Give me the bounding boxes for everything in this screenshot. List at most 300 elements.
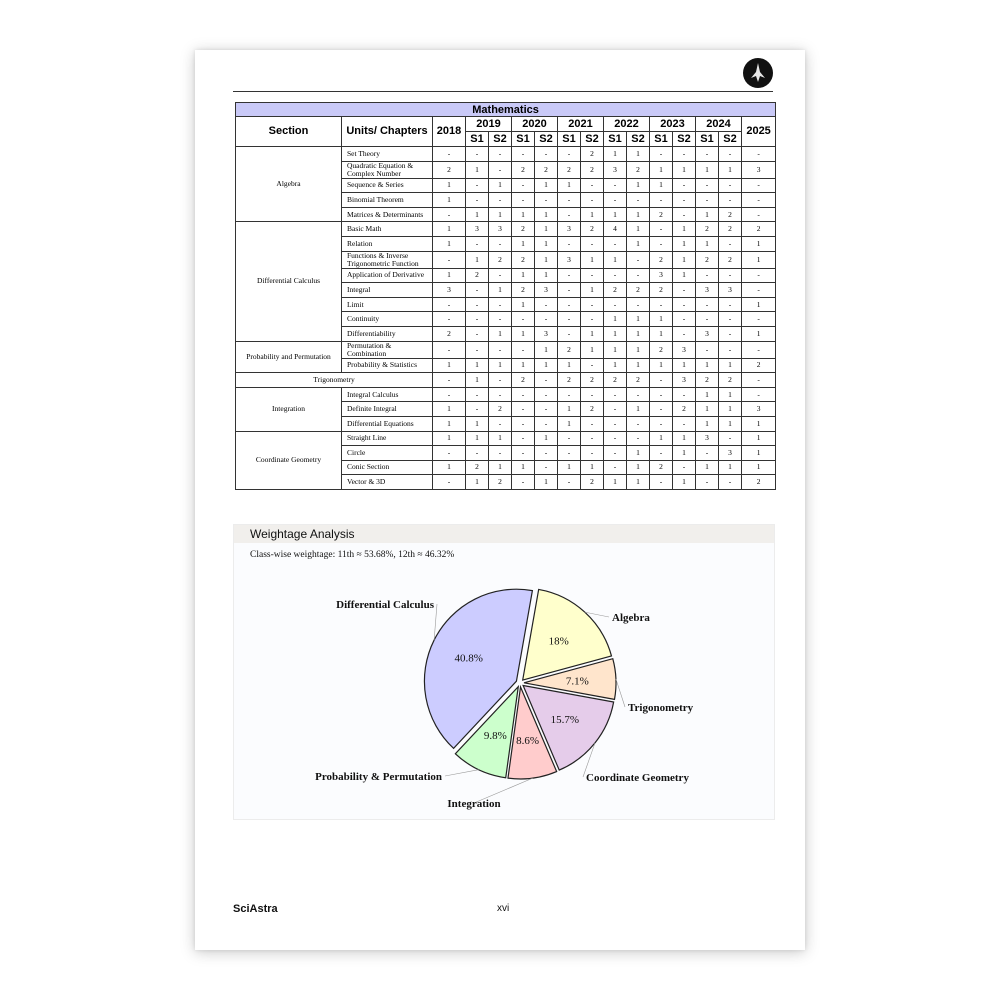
value-cell: - [433, 373, 466, 388]
header-year: 2019 [466, 117, 512, 132]
value-cell: 1 [535, 251, 558, 268]
value-cell: - [742, 193, 776, 208]
value-cell: 2 [719, 222, 742, 237]
value-cell: 1 [627, 460, 650, 475]
value-cell: - [696, 446, 719, 461]
value-cell: 1 [627, 222, 650, 237]
value-cell: 1 [627, 446, 650, 461]
unit-cell: Vector & 3D [342, 475, 433, 490]
value-cell: 1 [466, 161, 489, 178]
value-cell: - [558, 193, 581, 208]
value-cell: 1 [489, 460, 512, 475]
value-cell: 2 [742, 222, 776, 237]
value-cell: - [719, 312, 742, 327]
value-cell: - [650, 236, 673, 251]
value-cell: - [558, 312, 581, 327]
header-rule [233, 91, 773, 92]
value-cell: 1 [512, 460, 535, 475]
value-cell: - [433, 475, 466, 490]
header-session: S2 [719, 132, 742, 147]
value-cell: 1 [696, 402, 719, 417]
header-session: S2 [627, 132, 650, 147]
value-cell: - [627, 193, 650, 208]
value-cell: 2 [581, 161, 604, 178]
value-cell: 1 [433, 358, 466, 373]
value-cell: 2 [466, 460, 489, 475]
value-cell: - [535, 297, 558, 312]
value-cell: 1 [512, 326, 535, 341]
value-cell: 1 [489, 431, 512, 446]
weightage-analysis-panel [233, 524, 775, 820]
value-cell: - [489, 236, 512, 251]
header-session: S1 [650, 132, 673, 147]
value-cell: - [650, 402, 673, 417]
value-cell: 1 [696, 460, 719, 475]
value-cell: - [650, 475, 673, 490]
value-cell: 2 [696, 251, 719, 268]
value-cell: 1 [742, 297, 776, 312]
value-cell: - [627, 416, 650, 431]
value-cell: - [558, 283, 581, 298]
value-cell: 2 [627, 161, 650, 178]
value-cell: 2 [489, 475, 512, 490]
value-cell: 1 [466, 416, 489, 431]
value-cell: 3 [742, 402, 776, 417]
value-cell: 1 [719, 402, 742, 417]
value-cell: - [558, 475, 581, 490]
weightage-pie-chart [234, 565, 774, 819]
header-year: 2022 [604, 117, 650, 132]
value-cell: 1 [673, 446, 696, 461]
value-cell: - [650, 147, 673, 162]
value-cell: - [627, 387, 650, 402]
value-cell: 1 [742, 460, 776, 475]
value-cell: - [673, 193, 696, 208]
value-cell: - [627, 431, 650, 446]
value-cell: 1 [604, 251, 627, 268]
value-cell: 1 [696, 207, 719, 222]
value-cell: - [489, 312, 512, 327]
value-cell: - [466, 326, 489, 341]
value-cell: 2 [512, 373, 535, 388]
value-cell: - [673, 207, 696, 222]
value-cell: 2 [673, 402, 696, 417]
value-cell: 3 [696, 283, 719, 298]
value-cell: - [604, 402, 627, 417]
pie-percent-label: 7.1% [565, 675, 589, 688]
value-cell: 1 [512, 297, 535, 312]
value-cell: 2 [433, 326, 466, 341]
value-cell: - [433, 446, 466, 461]
table-title: Mathematics [236, 103, 776, 117]
value-cell: - [650, 416, 673, 431]
pie-category-label: Probability & Permutation [315, 771, 442, 783]
header-session: S1 [604, 132, 627, 147]
value-cell: - [558, 297, 581, 312]
mathematics-table-wrapper [235, 102, 774, 490]
value-cell: 1 [466, 358, 489, 373]
value-cell: 1 [650, 358, 673, 373]
value-cell: 1 [627, 358, 650, 373]
value-cell: 2 [558, 373, 581, 388]
pie-percent-label: 9.8% [483, 729, 507, 742]
value-cell: - [696, 312, 719, 327]
pie-category-label: Trigonometry [628, 702, 694, 714]
pie-category-label: Differential Calculus [336, 599, 434, 611]
table-row [236, 341, 776, 358]
pie-category-label: Algebra [612, 612, 650, 624]
value-cell: 3 [696, 431, 719, 446]
value-cell: - [489, 446, 512, 461]
value-cell: - [719, 475, 742, 490]
value-cell: - [535, 373, 558, 388]
value-cell: 1 [535, 236, 558, 251]
value-cell: 1 [512, 207, 535, 222]
unit-cell: Limit [342, 297, 433, 312]
value-cell: - [535, 460, 558, 475]
value-cell: 2 [535, 161, 558, 178]
value-cell: - [719, 193, 742, 208]
table-row [236, 373, 776, 388]
header-session: S1 [558, 132, 581, 147]
value-cell: 1 [558, 178, 581, 193]
value-cell: 1 [489, 326, 512, 341]
value-cell: 1 [627, 312, 650, 327]
unit-cell: Probability & Statistics [342, 358, 433, 373]
value-cell: - [512, 402, 535, 417]
value-cell: - [466, 341, 489, 358]
header-session: S2 [489, 132, 512, 147]
header-year: 2021 [558, 117, 604, 132]
value-cell: 1 [604, 147, 627, 162]
value-cell: - [558, 268, 581, 283]
header-session: S2 [581, 132, 604, 147]
section-cell: Trigonometry [236, 373, 433, 388]
value-cell: - [673, 147, 696, 162]
value-cell: 4 [604, 222, 627, 237]
value-cell: - [650, 387, 673, 402]
value-cell: 2 [512, 283, 535, 298]
value-cell: - [650, 446, 673, 461]
value-cell: 1 [627, 402, 650, 417]
value-cell: - [719, 431, 742, 446]
unit-cell: Differentiability [342, 326, 433, 341]
value-cell: - [466, 236, 489, 251]
value-cell: 1 [696, 236, 719, 251]
value-cell: 1 [627, 207, 650, 222]
footer-brand: SciAstra [233, 903, 278, 915]
value-cell: 2 [512, 222, 535, 237]
value-cell: - [535, 387, 558, 402]
pie-percent-label: 40.8% [454, 652, 483, 665]
value-cell: 2 [627, 283, 650, 298]
value-cell: - [581, 416, 604, 431]
value-cell: 2 [696, 373, 719, 388]
section-cell: Probability and Permutation [236, 341, 342, 373]
value-cell: - [581, 431, 604, 446]
value-cell: 1 [433, 460, 466, 475]
value-cell: 1 [719, 358, 742, 373]
value-cell: 1 [433, 178, 466, 193]
value-cell: 1 [433, 193, 466, 208]
value-cell: 2 [650, 251, 673, 268]
value-cell: 1 [673, 358, 696, 373]
unit-cell: Binomial Theorem [342, 193, 433, 208]
value-cell: - [742, 283, 776, 298]
value-cell: 3 [489, 222, 512, 237]
value-cell: - [719, 268, 742, 283]
value-cell: 2 [581, 402, 604, 417]
value-cell: 1 [604, 475, 627, 490]
value-cell: - [696, 147, 719, 162]
value-cell: 3 [433, 283, 466, 298]
value-cell: - [650, 193, 673, 208]
value-cell: 3 [650, 268, 673, 283]
value-cell: 1 [742, 446, 776, 461]
value-cell: - [696, 268, 719, 283]
value-cell: 1 [627, 178, 650, 193]
value-cell: 1 [696, 387, 719, 402]
value-cell: - [489, 373, 512, 388]
value-cell: 3 [558, 222, 581, 237]
value-cell: - [535, 147, 558, 162]
unit-cell: Matrices & Determinants [342, 207, 433, 222]
value-cell: 1 [433, 268, 466, 283]
value-cell: - [489, 297, 512, 312]
pie-percent-label: 15.7% [550, 713, 580, 726]
value-cell: - [466, 446, 489, 461]
value-cell: - [650, 222, 673, 237]
value-cell: 1 [673, 222, 696, 237]
value-cell: - [742, 387, 776, 402]
pie-category-label: Coordinate Geometry [586, 772, 689, 784]
value-cell: - [719, 178, 742, 193]
value-cell: 1 [535, 268, 558, 283]
value-cell: 1 [719, 460, 742, 475]
value-cell: - [466, 193, 489, 208]
value-cell: 2 [581, 373, 604, 388]
value-cell: 1 [696, 416, 719, 431]
value-cell: - [433, 297, 466, 312]
unit-cell: Definite Integral [342, 402, 433, 417]
section-cell: Algebra [236, 147, 342, 222]
header-year-2025: 2025 [742, 117, 776, 147]
header-session: S1 [696, 132, 719, 147]
value-cell: 2 [650, 341, 673, 358]
value-cell: - [512, 312, 535, 327]
value-cell: - [719, 341, 742, 358]
value-cell: 3 [719, 283, 742, 298]
pie-category-label: Integration [447, 798, 501, 810]
value-cell: - [535, 416, 558, 431]
value-cell: 3 [719, 446, 742, 461]
sciastra-logo [743, 58, 773, 88]
value-cell: - [604, 236, 627, 251]
value-cell: 1 [627, 341, 650, 358]
value-cell: 3 [742, 161, 776, 178]
value-cell: 2 [604, 283, 627, 298]
value-cell: 1 [627, 326, 650, 341]
value-cell: 2 [558, 161, 581, 178]
value-cell: - [466, 283, 489, 298]
unit-cell: Set Theory [342, 147, 433, 162]
value-cell: - [433, 312, 466, 327]
value-cell: 2 [650, 283, 673, 298]
value-cell: 1 [673, 161, 696, 178]
class-weightage-note: Class-wise weightage: 11th ≈ 53.68%, 12th ≈ 46.32% [250, 550, 455, 560]
value-cell: 1 [719, 416, 742, 431]
value-cell: - [466, 147, 489, 162]
value-cell: 1 [742, 416, 776, 431]
value-cell: - [742, 147, 776, 162]
value-cell: 1 [673, 236, 696, 251]
value-cell: - [489, 387, 512, 402]
value-cell: 1 [627, 475, 650, 490]
header-session: S1 [466, 132, 489, 147]
value-cell: 2 [581, 147, 604, 162]
value-cell: 2 [489, 251, 512, 268]
value-cell: - [581, 312, 604, 327]
value-cell: - [696, 297, 719, 312]
value-cell: - [581, 358, 604, 373]
value-cell: - [581, 387, 604, 402]
unit-cell: Circle [342, 446, 433, 461]
value-cell: 3 [673, 341, 696, 358]
value-cell: - [742, 207, 776, 222]
value-cell: 2 [719, 373, 742, 388]
value-cell: 1 [489, 358, 512, 373]
value-cell: - [673, 297, 696, 312]
value-cell: 1 [489, 178, 512, 193]
value-cell: 2 [581, 222, 604, 237]
value-cell: 1 [489, 283, 512, 298]
value-cell: - [673, 326, 696, 341]
value-cell: 2 [650, 460, 673, 475]
value-cell: - [604, 268, 627, 283]
value-cell: - [535, 193, 558, 208]
value-cell: - [604, 431, 627, 446]
pie-percent-label: 8.6% [516, 734, 540, 747]
unit-cell: Relation [342, 236, 433, 251]
value-cell: 1 [581, 326, 604, 341]
value-cell: 1 [558, 460, 581, 475]
header-session: S1 [512, 132, 535, 147]
value-cell: 1 [742, 236, 776, 251]
value-cell: 1 [558, 416, 581, 431]
value-cell: 1 [535, 475, 558, 490]
page-number: xvi [497, 903, 510, 914]
value-cell: - [581, 193, 604, 208]
value-cell: 1 [466, 431, 489, 446]
value-cell: - [742, 178, 776, 193]
pie-leader-line [616, 679, 625, 707]
value-cell: - [489, 161, 512, 178]
value-cell: - [604, 193, 627, 208]
weightage-heading: Weightage Analysis [234, 525, 774, 543]
value-cell: - [558, 326, 581, 341]
value-cell: 1 [558, 358, 581, 373]
value-cell: 2 [489, 402, 512, 417]
value-cell: - [627, 297, 650, 312]
value-cell: - [466, 297, 489, 312]
value-cell: 1 [627, 147, 650, 162]
section-cell: Integration [236, 387, 342, 431]
value-cell: - [512, 147, 535, 162]
value-cell: 1 [719, 387, 742, 402]
value-cell: - [627, 268, 650, 283]
header-year: 2023 [650, 117, 696, 132]
value-cell: - [489, 268, 512, 283]
value-cell: - [489, 147, 512, 162]
value-cell: 2 [512, 251, 535, 268]
value-cell: 1 [581, 341, 604, 358]
value-cell: 1 [512, 268, 535, 283]
value-cell: - [604, 460, 627, 475]
value-cell: 1 [535, 358, 558, 373]
header-session: S2 [535, 132, 558, 147]
value-cell: - [558, 236, 581, 251]
value-cell: 1 [433, 236, 466, 251]
value-cell: - [512, 431, 535, 446]
value-cell: - [433, 341, 466, 358]
value-cell: 2 [581, 475, 604, 490]
value-cell: 3 [558, 251, 581, 268]
value-cell: - [719, 326, 742, 341]
header-year-2018: 2018 [433, 117, 466, 147]
value-cell: 1 [650, 326, 673, 341]
header-units: Units/ Chapters [342, 117, 433, 147]
value-cell: - [742, 312, 776, 327]
value-cell: 2 [512, 161, 535, 178]
header-year: 2024 [696, 117, 742, 132]
value-cell: 3 [535, 283, 558, 298]
value-cell: 1 [535, 207, 558, 222]
value-cell: 1 [673, 475, 696, 490]
value-cell: - [433, 147, 466, 162]
value-cell: - [466, 387, 489, 402]
value-cell: 1 [433, 222, 466, 237]
unit-cell: Basic Math [342, 222, 433, 237]
value-cell: 1 [581, 283, 604, 298]
value-cell: - [581, 297, 604, 312]
value-cell: 1 [673, 431, 696, 446]
unit-cell: Application of Derivative [342, 268, 433, 283]
value-cell: - [558, 446, 581, 461]
value-cell: - [604, 178, 627, 193]
value-cell: 1 [466, 373, 489, 388]
value-cell: - [535, 402, 558, 417]
value-cell: - [466, 178, 489, 193]
value-cell: 3 [696, 326, 719, 341]
value-cell: - [581, 268, 604, 283]
unit-cell: Sequence & Series [342, 178, 433, 193]
value-cell: 1 [466, 251, 489, 268]
value-cell: 2 [719, 207, 742, 222]
value-cell: - [489, 416, 512, 431]
value-cell: 1 [742, 431, 776, 446]
value-cell: - [489, 341, 512, 358]
value-cell: 1 [696, 358, 719, 373]
value-cell: - [466, 402, 489, 417]
value-cell: 1 [535, 341, 558, 358]
value-cell: - [558, 147, 581, 162]
value-cell: - [581, 446, 604, 461]
value-cell: - [512, 475, 535, 490]
value-cell: 2 [604, 373, 627, 388]
value-cell: - [627, 251, 650, 268]
value-cell: 1 [604, 326, 627, 341]
header-year: 2020 [512, 117, 558, 132]
